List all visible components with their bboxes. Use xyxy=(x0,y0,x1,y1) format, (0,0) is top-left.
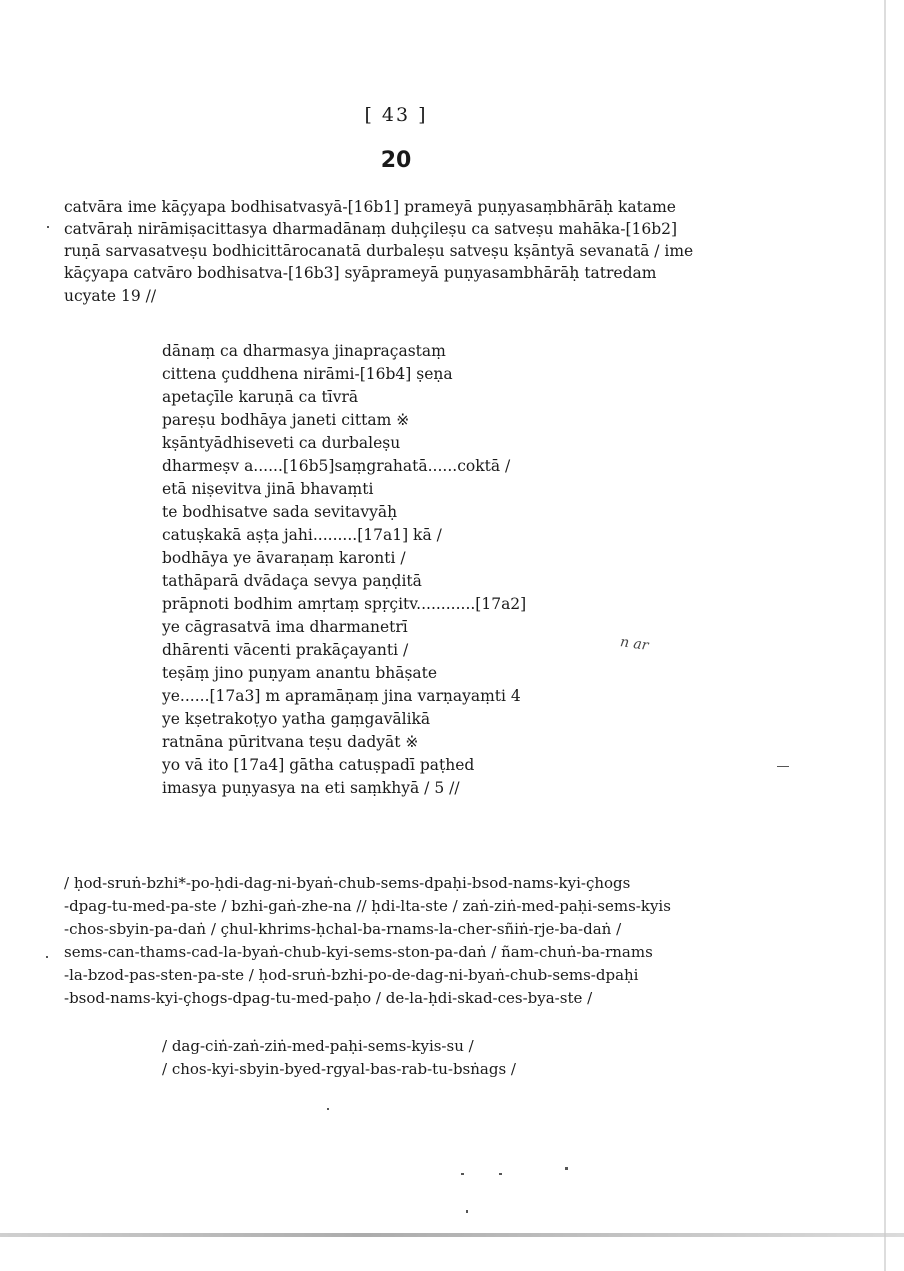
verse-line: tathāparā dvādaça sevya paṇḍitā xyxy=(162,572,422,590)
scan-speck xyxy=(461,1173,464,1175)
scan-dash xyxy=(777,766,789,767)
page-edge-bottom xyxy=(0,1233,904,1237)
verse-line: etā niṣevitva jinā bhavaṃti xyxy=(162,480,374,498)
scan-speck xyxy=(327,1108,329,1110)
verse-line: bodhāya ye āvaraṇaṃ karonti / xyxy=(162,549,406,567)
tibetan-prose-line: -bsod-nams-kyi-çhogs-dpag-tu-med-paḥo / de-la-ḥdi-skad-ces-bya-ste / xyxy=(64,989,593,1007)
prose-line: catvāraḥ nirāmiṣacittasya dharmadānaṃ duḥçileṣu ca satveṣu mahāka-[16b2] xyxy=(64,220,678,238)
verse-line: ratnāna pūritvana teṣu dadyāt ※ xyxy=(162,733,419,751)
verse-line: kṣāntyādhiseveti ca durbaleṣu xyxy=(162,434,401,452)
verse-line: ye cāgrasatvā ima dharmanetrī xyxy=(162,618,408,636)
prose-line: kāçyapa catvāro bodhisatva-[16b3] syāprameyā puṇyasambhārāḥ tatredam xyxy=(64,264,657,282)
verse-line: te bodhisatve sada sevitavyāḥ xyxy=(162,503,398,521)
verse-line: imasya puṇyasya na eti saṃkhyā / 5 // xyxy=(162,779,460,797)
scan-speck xyxy=(46,956,48,958)
scan-speck xyxy=(565,1167,568,1170)
verse-line: prāpnoti bodhim amṛtaṃ spṛçitv............[17a2] xyxy=(162,595,527,613)
verse-line: cittena çuddhena nirāmi-[16b4] ṣeṇa xyxy=(162,365,453,383)
prose-line: ucyate 19 // xyxy=(64,287,157,305)
verse-line: ye......[17a3] m apramāṇaṃ jina varṇayaṃti 4 xyxy=(162,687,521,705)
verse-line: ye kṣetrakoṭyo yatha gaṃgavālikā xyxy=(162,710,431,728)
tibetan-prose-line: sems-can-thams-cad-la-byaṅ-chub-kyi-sems-ston-pa-daṅ / ñam-chuṅ-ba-rnams xyxy=(64,943,653,961)
page-number: [ 43 ] xyxy=(364,104,428,126)
verse-line: yo vā ito [17a4] gātha catuṣpadī paṭhed xyxy=(162,756,475,774)
tibetan-verse-line: / dag-ciṅ-zaṅ-ziṅ-med-paḥi-sems-kyis-su / xyxy=(162,1037,474,1055)
scan-speck xyxy=(466,1210,468,1213)
tibetan-prose-line: -la-bzod-pas-sten-pa-ste / ḥod-sruṅ-bzhi-po-de-dag-ni-byaṅ-chub-sems-dpaḥi xyxy=(64,966,639,984)
chapter-number: 20 xyxy=(380,148,412,173)
verse-line: teṣāṃ jino puṇyam anantu bhāṣate xyxy=(162,664,438,682)
verse-line: apetaçīle karuṇā ca tīvrā xyxy=(162,388,359,406)
tibetan-verse-line: / chos-kyi-sbyin-byed-rgyal-bas-rab-tu-bsṅags / xyxy=(162,1060,516,1078)
tibetan-prose-line: / ḥod-sruṅ-bzhi*-po-ḥdi-dag-ni-byaṅ-chub-sems-dpaḥi-bsod-nams-kyi-çhogs xyxy=(64,874,631,892)
verse-line: dānaṃ ca dharmasya jinapraçastaṃ xyxy=(162,342,446,360)
tibetan-prose-line: -chos-sbyin-pa-daṅ / çhul-khrims-ḥchal-ba-rnams-la-cher-sñiṅ-rje-ba-daṅ / xyxy=(64,920,622,938)
verse-line: dhārenti vācenti prakāçayanti / xyxy=(162,641,409,659)
page-edge-right xyxy=(884,0,886,1271)
verse-line: dharmeṣv a......[16b5]saṃgrahatā......coktā / xyxy=(162,457,511,475)
verse-line: catuṣkakā aṣṭa jahi.........[17a1] kā / xyxy=(162,526,442,544)
prose-line: catvāra ime kāçyapa bodhisatvasyā-[16b1] prameyā puṇyasaṃbhārāḥ katame xyxy=(64,198,676,216)
tibetan-prose-line: -dpag-tu-med-pa-ste / bzhi-gaṅ-zhe-na // ḥdi-lta-ste / zaṅ-ziṅ-med-paḥi-sems-kyis xyxy=(64,897,671,915)
scan-speck xyxy=(47,226,49,228)
verse-line: pareṣu bodhāya janeti cittam ※ xyxy=(162,411,410,429)
scan-speck xyxy=(499,1173,502,1175)
prose-line: ruṇā sarvasatveṣu bodhicittārocanatā durbaleṣu satveṣu kṣāntyā sevanatā / ime xyxy=(64,242,694,260)
margin-note: n ar xyxy=(619,634,650,654)
